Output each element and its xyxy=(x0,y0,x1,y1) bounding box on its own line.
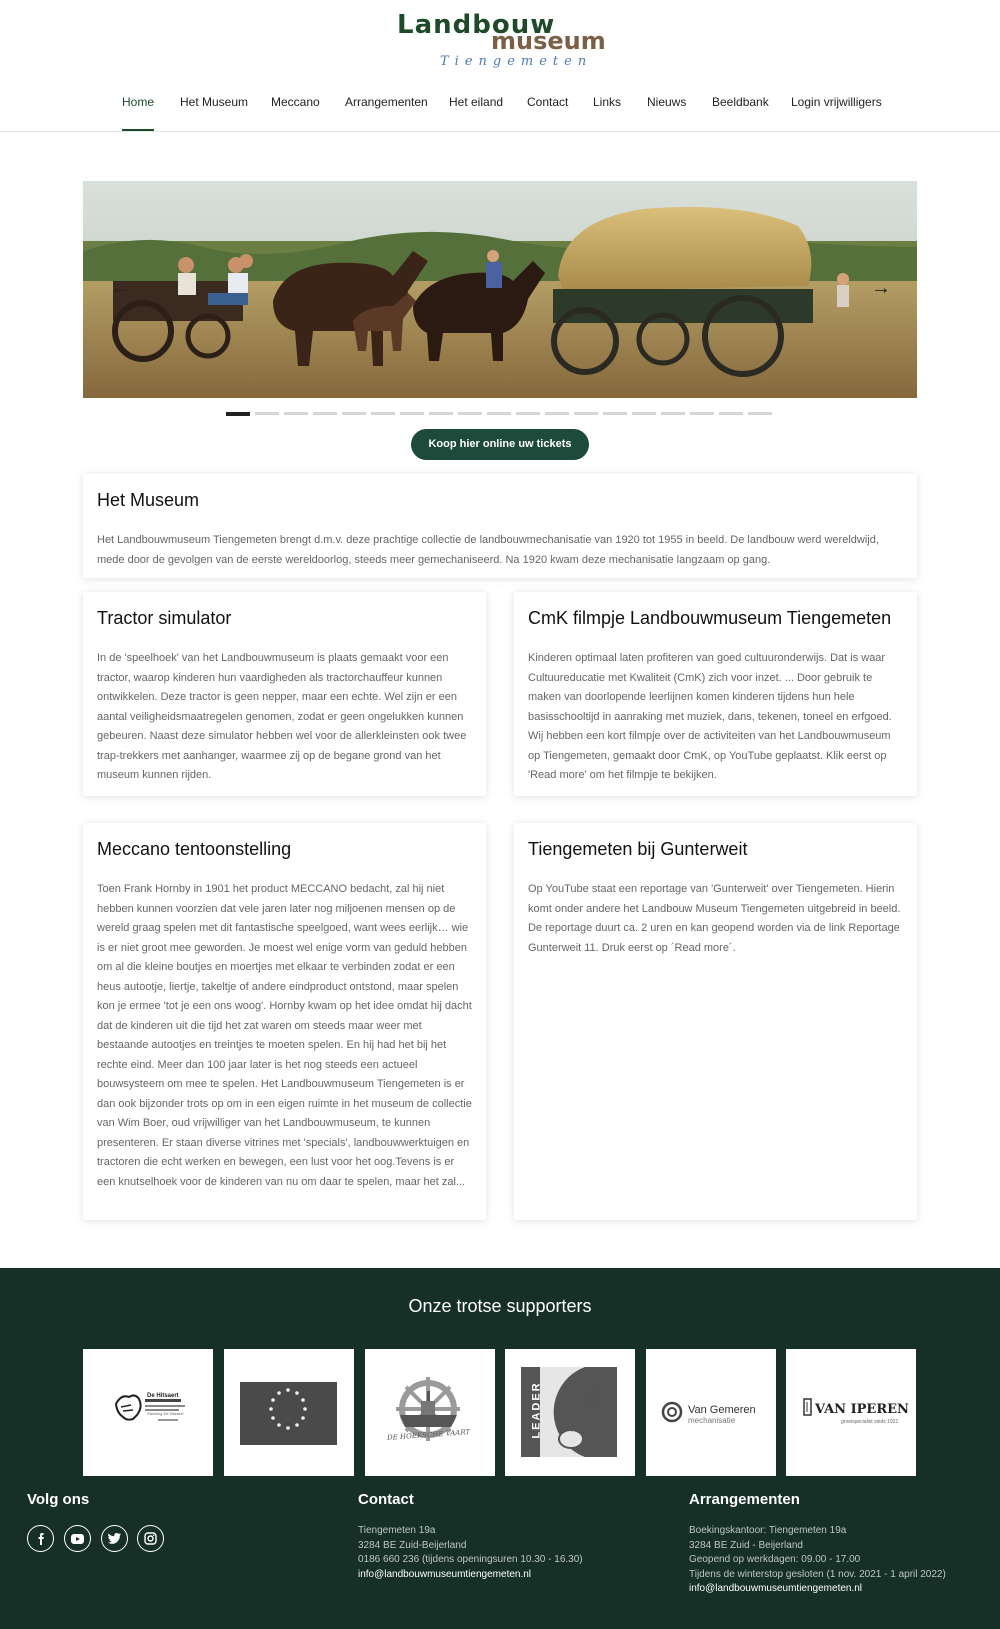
card-tiengemeten-gunterweit[interactable] xyxy=(514,823,917,1220)
arrangementen-line: Boekingskantoor: Tiengemeten 19a xyxy=(689,1525,847,1536)
card-meccano-tentoonstelling[interactable] xyxy=(83,823,486,1220)
card-title: Het Museum xyxy=(97,490,200,510)
site-logo[interactable] xyxy=(397,8,607,68)
card-text: Op YouTube staat een reportage van 'Gunterweit' over Tiengemeten. Hierin komt onder andere het Landbouw Museum Tiengemeten uitgebreid in beeld. De reportage duurt ca. 2 uren en kan geopend worden via de link Reportage Gunterweit 11. Druk eerst op ´Read more´. xyxy=(528,883,901,954)
logo-line-museum: museum xyxy=(491,27,606,55)
supporter-name: Van Gemeren xyxy=(688,1404,756,1416)
slider-dot[interactable] xyxy=(342,412,366,415)
slider-image xyxy=(83,181,917,398)
nav-item-login-vrijwilligers[interactable]: Login vrijwilligers xyxy=(791,95,882,109)
slider-next-arrow-icon[interactable]: → xyxy=(871,277,891,299)
contact-address-line: Tiengemeten 19a xyxy=(358,1525,436,1536)
contact-address-line: 3284 BE Zuid-Beijerland xyxy=(358,1539,467,1551)
slider-dot[interactable] xyxy=(603,412,627,415)
main-nav xyxy=(0,93,1000,131)
slider-dot[interactable] xyxy=(690,412,714,415)
arrangementen-details xyxy=(689,1524,946,1597)
supporter-logo-leader[interactable] xyxy=(505,1349,635,1476)
twitter-icon[interactable] xyxy=(101,1525,128,1552)
supporter-name: De Hitsaert xyxy=(147,1393,179,1399)
leader-logo-image xyxy=(505,1349,635,1476)
card-title: Meccano tentoonstelling xyxy=(97,839,292,859)
supporter-name: VAN IPEREN xyxy=(815,1402,909,1417)
nav-item-arrangementen[interactable]: Arrangementen xyxy=(345,95,428,109)
supporters-title: Onze trotse supporters xyxy=(408,1296,592,1316)
slider-dot[interactable] xyxy=(255,412,279,415)
supporter-name: DE HOEKSCHE VAART xyxy=(386,1428,471,1442)
eu-flag-icon xyxy=(224,1349,354,1476)
supporter-logo-van-iperen[interactable] xyxy=(786,1349,916,1476)
supporter-name: LEADER xyxy=(530,1381,543,1439)
slider-dot[interactable] xyxy=(284,412,308,415)
slider-dot[interactable] xyxy=(313,412,337,415)
card-cmk-filmpje[interactable] xyxy=(514,592,917,796)
slider-dot[interactable] xyxy=(458,412,482,415)
card-het-museum xyxy=(83,474,917,578)
supporter-logo-de-hitsaert[interactable] xyxy=(83,1349,213,1476)
card-text: Kinderen optimaal laten profiteren van goed cultuuronderwijs. Dat is waar Cultuureducatie met Kwaliteit (CmK) zich voor inzet. ... Door gebruik te maken van doorlopende leerlijnen komen kinderen tijdens hun hele basisschooltijd in aanraking met muziek, dans, tekenen, toneel en erfgoed. Wij hebben een kort filmpje over de activiteiten van het Landbouwmuseum op Tiengemeten, gemaakt door CmK, op YouTube geplaatst. Klik eerst op 'Read more' om het filmpje te bekijken. xyxy=(528,652,892,781)
slider-dot[interactable] xyxy=(748,412,772,415)
arrangementen-line: Tijdens de winterstop gesloten (1 nov. 2021 - 1 april 2022) xyxy=(689,1568,946,1580)
arrangementen-line: 3284 BE Zuid - Beijerland xyxy=(689,1539,803,1551)
nav-item-contact[interactable]: Contact xyxy=(527,95,569,109)
slider-dot[interactable] xyxy=(400,412,424,415)
nav-item-nieuws[interactable]: Nieuws xyxy=(647,95,687,109)
slider-dot[interactable] xyxy=(226,412,250,416)
contact-email-link[interactable]: info@landbouwmuseumtiengemeten.nl xyxy=(358,1568,532,1580)
supporter-logo-van-gemeren[interactable] xyxy=(646,1349,776,1476)
slider-dot[interactable] xyxy=(545,412,569,415)
card-title: CmK filmpje Landbouwmuseum Tiengemeten xyxy=(528,608,892,628)
card-text: In de 'speelhoek' van het Landbouwmuseum is plaats gemaakt voor een tractor, waarop kinderen hun vaardigheden als tractorchauffeur kunnen ontwikkelen. Deze tractor is geen nepper, maar een echte. Wel zijn er een aantal veiligheidsmaatregelen genomen, zodat er geen ongelukken kunnen gebeuren. Naast deze simulator hebben wel voor de allerkleinsten ook twee trap-trekkers met aanhanger, waarmee zij op de begane grond van het museum kunnen rijden. xyxy=(97,652,467,781)
logo-line-landbouw: Landbouw xyxy=(397,10,556,40)
slider-dot[interactable] xyxy=(516,412,540,415)
arrangementen-title: Arrangementen xyxy=(689,1491,800,1508)
card-tractor-simulator[interactable] xyxy=(83,592,486,796)
supporter-logo-eu-flag[interactable] xyxy=(224,1349,354,1476)
card-title: Tiengemeten bij Gunterweit xyxy=(528,839,748,859)
nav-item-meccano[interactable]: Meccano xyxy=(271,95,320,109)
slider-dot[interactable] xyxy=(661,412,685,415)
slider-dot[interactable] xyxy=(719,412,743,415)
supporter-sub: mechanisatie xyxy=(688,1416,736,1425)
nav-item-links[interactable]: Links xyxy=(593,95,622,109)
slider-dot[interactable] xyxy=(487,412,511,415)
nav-item-beeldbank[interactable]: Beeldbank xyxy=(712,95,769,109)
contact-details xyxy=(358,1524,583,1582)
instagram-icon[interactable] xyxy=(137,1525,164,1552)
slider-prev-arrow-icon[interactable]: ← xyxy=(110,277,130,299)
supporter-sub: groeispecialist sinds 1921 xyxy=(841,1419,899,1425)
card-title: Tractor simulator xyxy=(97,608,232,628)
buy-tickets-button[interactable]: Koop hier online uw tickets xyxy=(411,429,589,460)
contact-phone: 0186 660 236 (tijdens openingsuren 10.30 - 16.30) xyxy=(358,1554,583,1565)
slider-dot[interactable] xyxy=(371,412,395,415)
slider-dot[interactable] xyxy=(632,412,656,415)
nav-item-home[interactable]: Home xyxy=(122,93,154,131)
nav-item-het-eiland[interactable]: Het eiland xyxy=(449,95,504,109)
arrangementen-line: Geopend op werkdagen: 09.00 - 17.00 xyxy=(689,1554,861,1565)
card-text: Toen Frank Hornby in 1901 het product MECCANO bedacht, zal hij niet hebben kunnen voorzien dat vele jaren later nog miljoenen mensen op de wereld graag spelen met dit fantastische speelgoed, want wees eerlijk… wie is er niet groot mee geworden. Je moest wel enige vorm van geduld hebben om al die kleine boutjes en moertjes met elkaar te verbinden zodat er een heus autootje, liertje, takeltje of andere eindproduct ontstond, maar spelen kon je ermee 'tot je een ons woog'. Hornby kwam op het idee omdat hij dacht dat de kinderen uit die tijd het zat waren om steeds maar weer met bestaande autootjes en treintjes te moeten spelen. En hij had het bij het rechte eind. Meer dan 100 jaar later is het nog steeds een actueel bouwsysteem om mee te spelen. Het Landbouwmuseum Tiengemeten is er dan ook bijzonder trots op om in een eigen ruimte in het museum de collectie van Wim Boer, oud vrijwilliger van het Landbouwmuseum, te kunnen presenteren. Er staan diverse vitrines met 'specials', landbouwwerktuigen en tractoren die echt werken en bewegen, een lust voor het oog.Tevens is er een knutselhoek voor de kinderen van nu om daar te spelen, maar het zal... xyxy=(97,883,472,1188)
facebook-icon[interactable] xyxy=(27,1525,54,1552)
logo-line-tiengemeten: Tiengemeten xyxy=(440,54,593,69)
arrangementen-email-link[interactable]: info@landbouwmuseumtiengemeten.nl xyxy=(689,1583,863,1594)
ships-wheel-icon xyxy=(365,1349,495,1476)
contact-title: Contact xyxy=(358,1491,414,1508)
site-footer xyxy=(0,1268,1000,1629)
hero-slider[interactable] xyxy=(83,181,917,398)
card-text: Het Landbouwmuseum Tiengemeten brengt d.m.v. deze prachtige collectie de landbouwmechanisatie van 1920 tot 1955 in beeld. De landbouw werd wereldwijd, mede door de gevolgen van de eerste wereldoorlog, steeds meer gemechaniseerd. Na 1920 kwam deze mechanisatie langzaam op gang. xyxy=(97,534,879,566)
nav-item-het-museum[interactable]: Het Museum xyxy=(180,95,249,109)
site-header xyxy=(0,0,1000,132)
follow-title: Volg ons xyxy=(27,1491,90,1508)
youtube-icon[interactable] xyxy=(64,1525,91,1552)
slider-dot[interactable] xyxy=(429,412,453,415)
supporter-logo-hoeksche-vaart[interactable] xyxy=(365,1349,495,1476)
supporter-sub: Stichting De Hitsaert xyxy=(147,1411,184,1416)
slider-dot[interactable] xyxy=(574,412,598,415)
